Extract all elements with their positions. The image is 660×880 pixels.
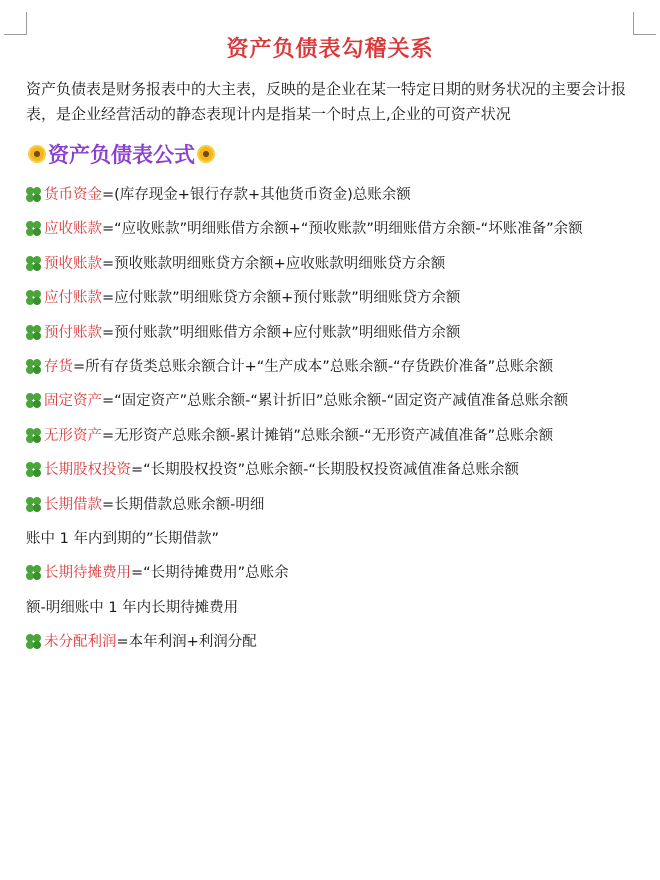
formula-term: 应收账款 <box>44 221 102 238</box>
formula-item <box>26 426 634 446</box>
crop-mark-top-right <box>633 12 656 35</box>
formula-definition: =“长期股权投资”总账余额-“长期股权投资减值准备总账余额 <box>131 462 519 479</box>
formula-item <box>26 357 634 377</box>
formula-continuation: 额-明细账中 1 年内长期待摊费用 <box>26 599 239 616</box>
formula-definition: =“固定资产”总账余额-“累计折旧”总账余额-“固定资产减值准备总账余额 <box>102 393 569 410</box>
clover-icon <box>26 359 42 375</box>
section-heading <box>26 139 634 169</box>
formula-term: 应付账款 <box>44 290 102 307</box>
clover-icon <box>26 290 42 306</box>
page-title: 资产负债表勾稽关系 <box>226 37 434 62</box>
formula-term: 存货 <box>44 358 73 375</box>
formula-term: 预收账款 <box>44 255 102 272</box>
formula-definition: =预付账款”明细账借方余额+应付账款”明细账借方余额 <box>102 324 461 341</box>
formula-item <box>26 391 634 411</box>
clover-icon <box>26 393 42 409</box>
clover-icon <box>26 187 42 203</box>
sunflower-icon <box>199 147 213 161</box>
formula-term: 无形资产 <box>44 427 102 444</box>
formula-item <box>26 460 634 480</box>
formula-item <box>26 185 634 205</box>
section-heading-text: 资产负债表公式 <box>48 143 195 167</box>
formula-term: 长期待摊费用 <box>44 565 131 582</box>
formula-definition: =预收账款明细账贷方余额+应收账款明细账贷方余额 <box>102 255 446 272</box>
formula-item <box>26 254 634 274</box>
clover-icon <box>26 428 42 444</box>
crop-mark-top-left <box>4 12 27 35</box>
formula-term: 未分配利润 <box>44 634 117 651</box>
formula-definition: =所有存货类总账余额合计+“生产成本”总账余额-“存货跌价准备”总账余额 <box>73 358 554 375</box>
formula-item <box>26 563 634 583</box>
formula-item <box>26 632 634 652</box>
formula-term: 固定资产 <box>44 393 102 410</box>
formula-term: 长期股权投资 <box>44 462 131 479</box>
clover-icon <box>26 325 42 341</box>
clover-icon <box>26 462 42 478</box>
formula-item <box>26 288 634 308</box>
formula-item <box>26 323 634 343</box>
formula-definition: =长期借款总账余额-明细 <box>102 496 265 513</box>
clover-icon <box>26 256 42 272</box>
intro-paragraph: 资产负债表是财务报表中的大主表，反映的是企业在某一特定日期的财务状况的主要会计报表，是企业经营活动的静态表现计内是指某一个时点上,企业的可资产状况 <box>26 80 627 123</box>
formula-item <box>26 495 634 515</box>
formula-term: 长期借款 <box>44 496 102 513</box>
formula-definition: =本年利润+利润分配 <box>116 634 257 651</box>
clover-icon <box>26 634 42 650</box>
sunflower-icon <box>30 147 44 161</box>
formula-definition: =应付账款”明细账贷方余额+预付账款”明细账贷方余额 <box>102 290 461 307</box>
formula-term: 预付账款 <box>44 324 102 341</box>
formula-term: 货币资金 <box>44 187 102 203</box>
clover-icon <box>26 221 42 237</box>
formula-item <box>26 219 634 239</box>
clover-icon <box>26 497 42 513</box>
formula-definition: =“应收账款”明细账借方余额+“预收账款”明细账借方余额-“坏账准备”余额 <box>102 221 583 238</box>
formula-continuation: 账中 1 年内到期的”长期借款” <box>26 530 219 547</box>
formula-definition: =(库存现金+银行存款+其他货币资金)总账余额 <box>102 187 411 203</box>
formula-definition: =“长期待摊费用”总账余 <box>131 565 289 582</box>
clover-icon <box>26 565 42 581</box>
formula-definition: =无形资产总账余额-累计摊销”总账余额-“无形资产减值准备”总账余额 <box>102 427 554 444</box>
